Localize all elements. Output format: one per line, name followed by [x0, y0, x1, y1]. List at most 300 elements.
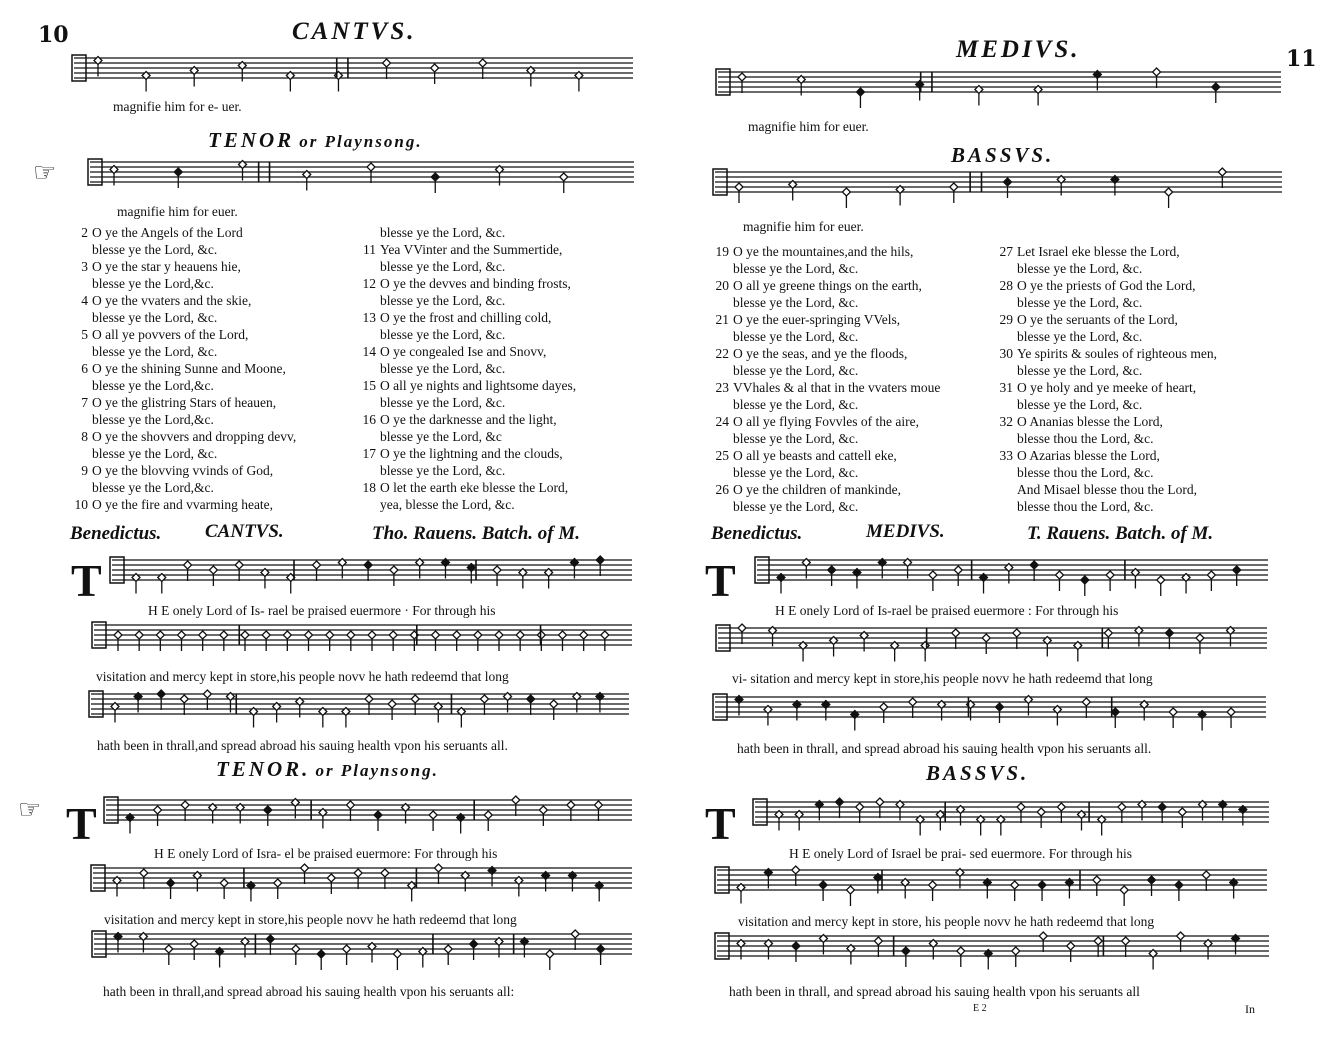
medius-lyric: magnifie him for euer.: [748, 119, 869, 134]
verse-text: blesse ye the Lord, &c.: [380, 225, 506, 240]
note-head: [364, 561, 372, 569]
note-head: [367, 163, 375, 171]
verse-text: O ye the children of mankinde,: [733, 482, 901, 497]
note-head: [114, 631, 122, 639]
verse-line: [72, 462, 362, 479]
note-head: [527, 695, 535, 703]
note-head: [453, 631, 461, 639]
verse-text: blesse ye the Lord, &c.: [733, 295, 859, 310]
note-head: [559, 631, 567, 639]
note-head: [1057, 803, 1065, 811]
benedictus-composer-right: T. Rauens. Batch. of M.: [1027, 523, 1214, 544]
verse-line: [72, 394, 362, 411]
note-head: [313, 561, 321, 569]
note-head: [429, 811, 437, 819]
note-head: [1094, 937, 1102, 945]
note-head: [539, 806, 547, 814]
verse-line: [997, 243, 1297, 260]
left-page: [0, 0, 660, 1044]
note-head: [374, 811, 382, 819]
verse-line: [997, 413, 1297, 430]
note-head: [167, 879, 175, 887]
note-head: [301, 864, 309, 872]
verse-text: blesse ye the Lord,&c.: [92, 378, 214, 393]
note-head: [1202, 871, 1210, 879]
verse-line: [72, 360, 362, 377]
note-head: [828, 566, 836, 574]
verse-line: [72, 326, 362, 343]
verse-text: blesse ye the Lord, &c.: [380, 259, 506, 274]
verses-column-2-right: [997, 243, 1297, 515]
verse-line: [72, 309, 362, 326]
verse-text: O all ye greene things on the earth,: [733, 278, 922, 293]
benedictus-part-right: MEDIVS.: [866, 521, 945, 542]
verse-number: 16: [362, 412, 376, 427]
verse-text: blesse ye the Lord, &c.: [733, 363, 859, 378]
note-head: [431, 64, 439, 72]
verse-number: 23: [715, 380, 729, 395]
verse-line: [997, 396, 1297, 413]
bassus-line-3: hath been in thrall, and spread abroad his sauing health vpon his seruants all: [729, 984, 1140, 999]
verse-line: [997, 447, 1297, 464]
verse-line: [360, 326, 650, 343]
verse-number: 13: [362, 310, 376, 325]
signature-mark: E 2: [973, 1003, 987, 1014]
medius-line-2: vi- sitation and mercy kept in store,his people novv he hath redeemd that long: [732, 671, 1153, 686]
verse-line: [72, 241, 362, 258]
tenor-title: TENOR: [208, 128, 295, 152]
note-head: [996, 703, 1004, 711]
bassus-line-1: H E onely Lord of Israel be prai- sed euermore. For through his: [789, 846, 1133, 861]
verse-text: O ye the shovvers and dropping devv,: [92, 429, 297, 444]
verse-text: blesse ye the Lord,&c.: [92, 480, 214, 495]
verse-text: O ye the shining Sunne and Moone,: [92, 361, 286, 376]
note-head: [594, 801, 602, 809]
verse-number: 2: [81, 225, 88, 240]
verse-line: [360, 445, 650, 462]
note-head: [546, 950, 554, 958]
note-head: [1118, 803, 1126, 811]
verse-text: O ye the devves and binding frosts,: [380, 276, 571, 291]
verse-number: 8: [81, 429, 88, 444]
verse-line: [713, 345, 1013, 362]
note-head: [1030, 561, 1038, 569]
verse-text: blesse thou the Lord, &c.: [1017, 431, 1154, 446]
verse-number: 7: [81, 395, 88, 410]
note-head: [516, 631, 524, 639]
verse-text: blesse ye the Lord, &c.: [1017, 397, 1143, 412]
verse-text: blesse thou the Lord, &c.: [1017, 465, 1154, 480]
catchword: In: [1245, 1002, 1255, 1016]
drop-cap-left-tenor: T: [66, 798, 97, 849]
note-head: [1037, 808, 1045, 816]
verse-line: [360, 377, 650, 394]
verse-text: O ye the star y heauens hie,: [92, 259, 241, 274]
note-head: [982, 634, 990, 642]
benedictus-label-left: Benedictus.: [70, 523, 162, 544]
note-head: [856, 803, 864, 811]
note-head: [326, 631, 334, 639]
note-head: [156, 631, 164, 639]
verse-text: blesse ye the Lord,&c.: [92, 276, 214, 291]
note-head: [165, 945, 173, 953]
note-head: [950, 183, 958, 191]
pointing-hand-icon: ☞: [18, 795, 42, 825]
verse-line: [360, 241, 650, 258]
verse-text: blesse ye the Lord, &c.: [1017, 295, 1143, 310]
note-head: [383, 59, 391, 67]
verse-line: [360, 258, 650, 275]
verse-number: 21: [715, 312, 729, 327]
verse-text: yea, blesse the Lord, &c.: [380, 497, 515, 512]
verse-text: O ye the frost and chilling cold,: [380, 310, 552, 325]
verse-line: [72, 224, 362, 241]
verse-text: blesse ye the Lord, &c.: [733, 465, 859, 480]
note-head: [567, 801, 575, 809]
verse-text: O all ye nights and lightsome dayes,: [380, 378, 577, 393]
cantus-line-3: hath been in thrall,and spread abroad his sauing health vpon his seruants all.: [97, 738, 508, 753]
note-head: [181, 801, 189, 809]
note-head: [1004, 178, 1012, 186]
note-head: [199, 631, 207, 639]
verse-line: [713, 481, 1013, 498]
note-head: [135, 631, 143, 639]
verse-number: 26: [715, 482, 729, 497]
note-head: [1011, 881, 1019, 889]
note-head: [874, 937, 882, 945]
note-head: [354, 869, 362, 877]
verse-text: VVhales & al that in the vvaters moue: [733, 380, 941, 395]
bassus-lyric: magnifie him for euer.: [743, 219, 864, 234]
tenor2-suffix: or Playnsong.: [315, 761, 439, 780]
note-head: [1104, 629, 1112, 637]
verse-line: [713, 311, 1013, 328]
verse-text: O ye the darknesse and the light,: [380, 412, 557, 427]
verse-text: blesse ye the Lord, &c.: [1017, 363, 1143, 378]
note-head: [317, 950, 325, 958]
verse-text: O let the earth eke blesse the Lord,: [380, 480, 569, 495]
verse-text: Let Israel eke blesse the Lord,: [1017, 244, 1180, 259]
verse-number: 22: [715, 346, 729, 361]
note-head: [1175, 881, 1183, 889]
verse-line: [713, 362, 1013, 379]
tenor-lyric: magnifie him for euer.: [117, 204, 238, 219]
tenor-line-2: visitation and mercy kept in store,his people novv he hath redeemd that long: [104, 912, 517, 927]
note-head: [738, 624, 746, 632]
note-head: [184, 561, 192, 569]
verse-text: O ye the vvaters and the skie,: [92, 293, 252, 308]
note-head: [1081, 576, 1089, 584]
verse-line: [713, 413, 1013, 430]
verse-text: And Misael blesse thou the Lord,: [1017, 482, 1197, 497]
verse-line: [72, 445, 362, 462]
medius-line-3: hath been in thrall, and spread abroad his sauing health vpon his seruants all.: [737, 741, 1152, 756]
verse-text: blesse ye the Lord,&c.: [92, 412, 214, 427]
note-head: [1165, 188, 1173, 196]
note-head: [1169, 708, 1177, 716]
verse-text: blesse ye the Lord, &c.: [380, 293, 506, 308]
cantus-line-2: visitation and mercy kept in store,his people novv he hath redeemd that long: [96, 669, 509, 684]
verse-number: 10: [74, 497, 88, 512]
verse-text: blesse ye the Lord, &c.: [733, 261, 859, 276]
verse-number: 19: [715, 244, 729, 259]
verse-line: [997, 277, 1297, 294]
note-head: [550, 700, 558, 708]
note-head: [389, 631, 397, 639]
note-head: [1013, 629, 1021, 637]
tenor-heading: [208, 128, 423, 153]
note-head: [1122, 937, 1130, 945]
note-head: [1055, 571, 1063, 579]
verse-line: [997, 498, 1297, 515]
verse-line: [713, 430, 1013, 447]
verse-number: 27: [999, 244, 1013, 259]
note-head: [140, 869, 148, 877]
verse-text: blesse ye the Lord, &c.: [92, 446, 218, 461]
note-head: [819, 881, 827, 889]
verse-line: [997, 464, 1297, 481]
verse-line: [997, 481, 1297, 498]
note-head: [909, 698, 917, 706]
verse-number: 24: [715, 414, 729, 429]
note-head: [493, 566, 501, 574]
note-head: [235, 561, 243, 569]
note-head: [836, 798, 844, 806]
note-head: [735, 183, 743, 191]
tenor-line-3: hath been in thrall,and spread abroad his sauing health vpon his seruants all:: [103, 984, 515, 999]
verse-line: [713, 464, 1013, 481]
note-head: [432, 631, 440, 639]
drop-cap-right-bassus: T: [705, 798, 736, 849]
verse-line: [997, 311, 1297, 328]
note-head: [1177, 932, 1185, 940]
bassus-line-2: visitation and mercy kept in store, his people novv he hath redeemd that long: [738, 914, 1155, 929]
verse-number: 11: [363, 242, 376, 257]
note-head: [1227, 708, 1235, 716]
note-head: [1120, 886, 1128, 894]
tenor2-title: TENOR.: [216, 757, 311, 781]
note-head: [738, 73, 746, 81]
note-head: [1148, 876, 1156, 884]
verse-text: O ye the lightning and the clouds,: [380, 446, 563, 461]
note-head: [393, 950, 401, 958]
note-head: [1157, 576, 1165, 584]
tenor-line-1: H E onely Lord of Isra- el be praised euermore: For through his: [154, 846, 498, 861]
note-head: [929, 571, 937, 579]
verse-line: [997, 362, 1297, 379]
note-head: [842, 188, 850, 196]
note-head: [203, 690, 211, 698]
verse-text: O ye the mountaines,and the hils,: [733, 244, 914, 259]
note-head: [283, 631, 291, 639]
verse-text: blesse ye the Lord, &c.: [92, 310, 218, 325]
bassus2-title: BASSVS.: [926, 761, 1030, 785]
verse-text: O ye the priests of God the Lord,: [1017, 278, 1196, 293]
verse-text: O ye the seruants of the Lord,: [1017, 312, 1178, 327]
note-head: [601, 631, 609, 639]
drop-cap-right: T: [705, 555, 736, 606]
medius-title: MEDIVS.: [956, 36, 1081, 63]
verse-line: [713, 328, 1013, 345]
verse-text: blesse ye the Lord, &c.: [92, 242, 218, 257]
note-head: [954, 566, 962, 574]
note-head: [1158, 803, 1166, 811]
verse-text: Yea VVinter and the Summertide,: [380, 242, 563, 257]
note-head: [484, 811, 492, 819]
note-head: [220, 631, 228, 639]
verse-text: O Azarias blesse the Lord,: [1017, 448, 1160, 463]
verse-line: [713, 379, 1013, 396]
verse-number: 15: [362, 378, 376, 393]
verse-text: blesse ye the Lord, &c.: [1017, 329, 1143, 344]
note-head: [174, 168, 182, 176]
verse-text: blesse ye the Lord, &c.: [733, 397, 859, 412]
note-head: [305, 631, 313, 639]
note-head: [596, 556, 604, 564]
note-head: [560, 173, 568, 181]
verse-text: blesse ye the Lord, &c.: [380, 395, 506, 410]
verse-line: [997, 260, 1297, 277]
verse-text: blesse ye the Lord, &c.: [380, 361, 506, 376]
verse-text: blesse thou the Lord, &c.: [1017, 499, 1154, 514]
verse-number: 17: [362, 446, 376, 461]
note-head: [479, 59, 487, 67]
note-head: [274, 879, 282, 887]
verse-line: [360, 309, 650, 326]
verse-line: [713, 447, 1013, 464]
note-head: [346, 801, 354, 809]
note-head: [368, 631, 376, 639]
verse-line: [360, 428, 650, 445]
note-head: [1178, 808, 1186, 816]
cantus-line-1: H E onely Lord of Is- rael be praised euermore · For through his: [148, 603, 496, 618]
benedictus-part-left: CANTVS.: [205, 521, 284, 542]
note-head: [1017, 803, 1025, 811]
verse-number: 9: [81, 463, 88, 478]
verse-line: [360, 496, 650, 513]
page-number-right: 11: [1286, 46, 1317, 72]
verse-text: blesse ye the Lord, &c.: [733, 329, 859, 344]
music-staves-left: [0, 0, 660, 1044]
note-head: [444, 945, 452, 953]
note-head: [474, 631, 482, 639]
note-head: [876, 798, 884, 806]
verse-line: [997, 379, 1297, 396]
verse-line: [713, 260, 1013, 277]
note-head: [178, 631, 186, 639]
verse-line: [72, 377, 362, 394]
verse-line: [360, 411, 650, 428]
note-head: [241, 631, 249, 639]
note-head: [209, 566, 217, 574]
note-head: [264, 806, 272, 814]
note-head: [1233, 566, 1241, 574]
note-head: [957, 947, 965, 955]
verse-line: [713, 498, 1013, 515]
note-head: [846, 886, 854, 894]
note-head: [157, 690, 165, 698]
note-head: [434, 864, 442, 872]
verse-line: [713, 243, 1013, 260]
note-head: [411, 695, 419, 703]
verse-line: [72, 275, 362, 292]
verse-line: [72, 343, 362, 360]
verse-number: 12: [362, 276, 376, 291]
verse-line: [713, 396, 1013, 413]
verse-number: 30: [999, 346, 1013, 361]
verse-line: [360, 275, 650, 292]
cantus-title: CANTVS.: [292, 18, 417, 45]
verse-text: O ye the blovving vvinds of God,: [92, 463, 274, 478]
verse-text: blesse ye the Lord, &c.: [380, 463, 506, 478]
verse-number: 4: [81, 293, 88, 308]
verse-text: blesse ye the Lord, &c: [380, 429, 502, 444]
note-head: [262, 631, 270, 639]
note-head: [1165, 629, 1173, 637]
note-head: [580, 631, 588, 639]
note-head: [390, 566, 398, 574]
note-head: [365, 695, 373, 703]
verse-text: Ye spirits & soules of righteous men,: [1017, 346, 1218, 361]
verse-text: O ye the fire and vvarming heate,: [92, 497, 274, 512]
note-head: [154, 806, 162, 814]
note-head: [1082, 698, 1090, 706]
verse-text: O ye the Angels of the Lord: [92, 225, 243, 240]
note-head: [180, 695, 188, 703]
note-head: [347, 631, 355, 639]
tenor-suffix: or Playnsong.: [299, 132, 423, 151]
cantus-lyric: magnifie him for e- uer.: [113, 99, 242, 114]
verse-line: [360, 224, 650, 241]
verse-text: O all ye povvers of the Lord,: [92, 327, 249, 342]
verse-line: [72, 292, 362, 309]
note-head: [266, 935, 274, 943]
note-head: [1012, 947, 1020, 955]
verse-line: [72, 479, 362, 496]
note-head: [929, 881, 937, 889]
verses-column-1: [72, 224, 362, 513]
verse-text: blesse ye the Lord, &c.: [380, 327, 506, 342]
verse-line: [360, 479, 650, 496]
note-head: [571, 930, 579, 938]
verse-text: O all ye beasts and cattell eke,: [733, 448, 897, 463]
verse-number: 29: [999, 312, 1013, 327]
note-head: [470, 940, 478, 948]
verse-number: 5: [81, 327, 88, 342]
note-head: [597, 945, 605, 953]
note-head: [1218, 168, 1226, 176]
benedictus-composer-left: Tho. Rauens. Batch. of M.: [372, 523, 580, 544]
verse-line: [72, 258, 362, 275]
verse-text: O ye the euer-springing VVels,: [733, 312, 901, 327]
verse-line: [72, 496, 362, 513]
note-head: [431, 173, 439, 181]
note-head: [1038, 881, 1046, 889]
verse-line: [997, 328, 1297, 345]
note-head: [1207, 571, 1215, 579]
right-page: [661, 0, 1321, 1044]
note-head: [880, 703, 888, 711]
verse-line: [360, 292, 650, 309]
verse-number: 18: [362, 480, 376, 495]
note-head: [1196, 634, 1204, 642]
note-head: [220, 879, 228, 887]
note-head: [1153, 68, 1161, 76]
note-head: [856, 88, 864, 96]
verse-line: [360, 394, 650, 411]
note-head: [343, 945, 351, 953]
note-head: [1106, 571, 1114, 579]
